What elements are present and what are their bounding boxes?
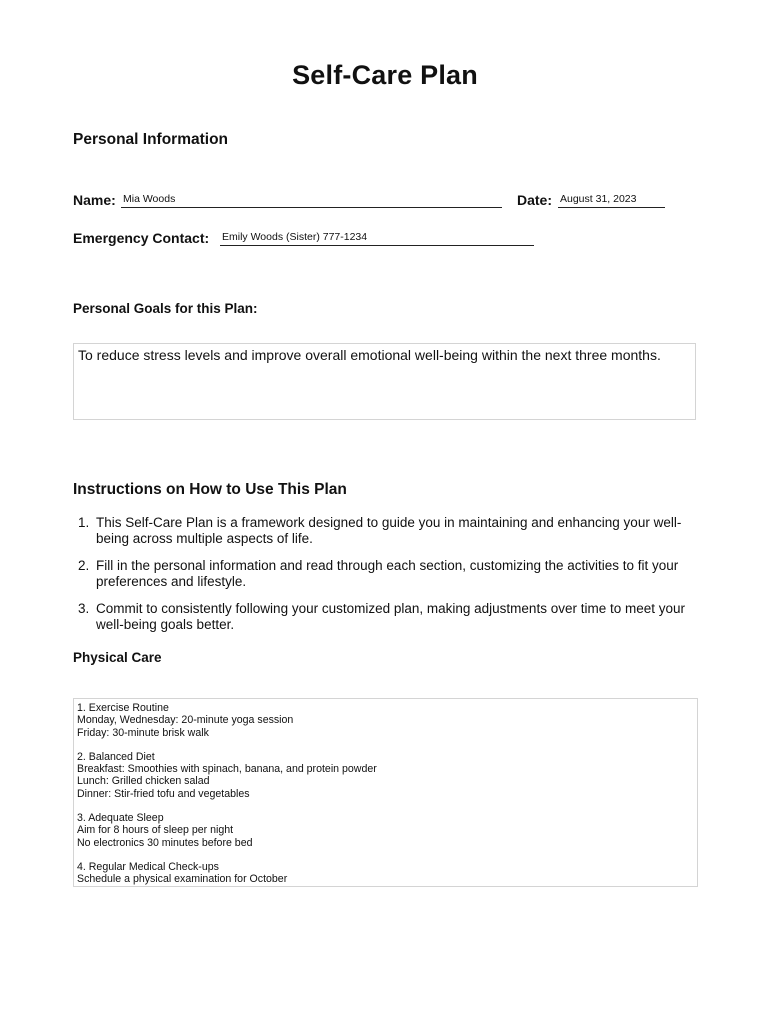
name-value: Mia Woods xyxy=(123,193,176,205)
date-value: August 31, 2023 xyxy=(560,193,637,205)
personal-information-heading: Personal Information xyxy=(73,131,229,148)
section-line: Lunch: Grilled chicken salad xyxy=(77,775,210,788)
personal-goals-text: To reduce stress levels and improve overall emotional well-being within the next three months. xyxy=(78,347,661,363)
personal-goals-textbox[interactable] xyxy=(73,343,696,420)
section-line: Breakfast: Smoothies with spinach, banana, and protein powder xyxy=(77,763,377,776)
section-line: No electronics 30 minutes before bed xyxy=(77,836,253,849)
section-line: Monday, Wednesday: 20-minute yoga session xyxy=(77,714,294,727)
list-item xyxy=(73,515,693,547)
list-item-text: This Self-Care Plan is a framework designed to guide you in maintaining and enhancing your well-being across multiple aspects of life. xyxy=(96,515,682,546)
list-item-number: 1. xyxy=(78,515,90,530)
date-label: Date: xyxy=(517,192,553,208)
personal-goals-heading: Personal Goals for this Plan: xyxy=(73,301,258,316)
list-item xyxy=(73,601,693,633)
emergency-contact-value: Emily Woods (Sister) 777-1234 xyxy=(222,231,368,243)
section-title: 1. Exercise Routine xyxy=(77,702,169,714)
name-label: Name: xyxy=(73,192,116,208)
list-item-text: Commit to consistently following your customized plan, making adjustments over time to meet your well-being goals better. xyxy=(96,601,685,632)
page-title: Self-Care Plan xyxy=(292,60,478,90)
physical-care-section xyxy=(77,812,694,849)
instructions-list xyxy=(73,515,693,644)
emergency-contact-field[interactable] xyxy=(220,229,534,246)
section-line: Dinner: Stir-fried tofu and vegetables xyxy=(77,787,250,800)
section-line: Friday: 30-minute brisk walk xyxy=(77,726,209,739)
list-item-text: Fill in the personal information and read through each section, customizing the activities to fit your preferences and lifestyle. xyxy=(96,558,679,589)
list-item-number: 2. xyxy=(78,558,90,573)
section-line: Aim for 8 hours of sleep per night xyxy=(77,824,234,837)
emergency-contact-label: Emergency Contact: xyxy=(73,230,210,246)
physical-care-section xyxy=(77,751,694,800)
section-title: 2. Balanced Diet xyxy=(77,750,155,763)
physical-care-section xyxy=(77,861,694,886)
name-field[interactable] xyxy=(121,192,502,208)
physical-care-section xyxy=(77,702,694,739)
section-title: 4. Regular Medical Check-ups xyxy=(77,860,219,873)
physical-care-heading: Physical Care xyxy=(73,650,162,665)
physical-care-textbox[interactable] xyxy=(73,698,698,887)
date-field[interactable] xyxy=(558,191,665,208)
section-title: 3. Adequate Sleep xyxy=(77,812,164,825)
list-item-number: 3. xyxy=(78,601,90,616)
section-line: Schedule a physical examination for October xyxy=(77,873,288,886)
list-item xyxy=(73,558,693,590)
instructions-heading: Instructions on How to Use This Plan xyxy=(73,481,347,498)
